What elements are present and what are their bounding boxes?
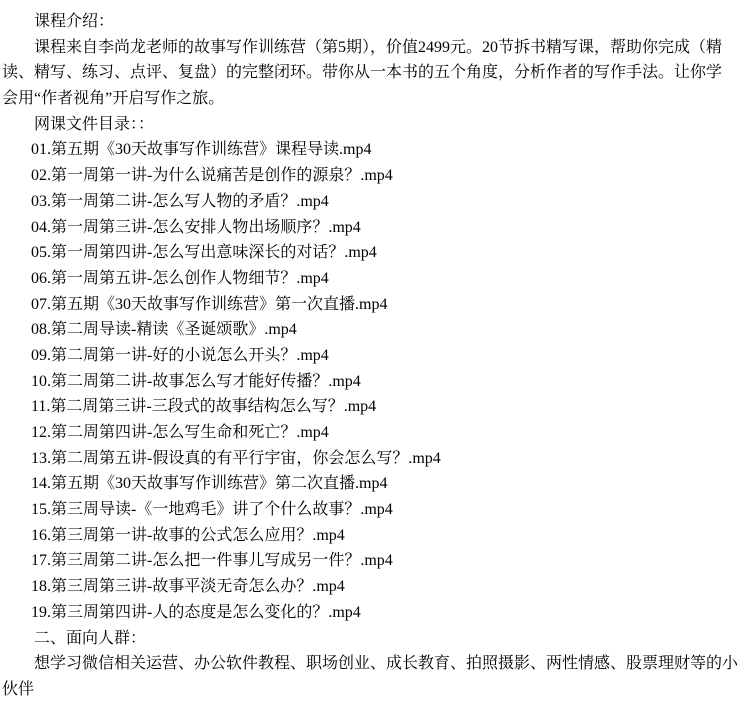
audience-paragraph-line: 伙伴 [2,680,35,698]
file-list-item: 16.第三周第一讲-故事的公式怎么应用？.mp4 [31,526,345,544]
file-list-item: 15.第三周导读-《一地鸡毛》讲了个什么故事？.mp4 [31,501,393,519]
file-list-item: 10.第二周第二讲-故事怎么写才能好传播？.mp4 [31,372,361,390]
file-list-item: 17.第三周第二讲-怎么把一件事儿写成另一件？.mp4 [31,552,393,570]
intro-heading: 课程介绍： [34,13,115,30]
intro-paragraph-line: 课程来自李尚龙老师的故事写作训练营（第5期），价值2499元。20节拆书精写课，帮助你完成（精 [34,38,723,56]
file-list-item: 09.第二周第一讲-好的小说怎么开头？.mp4 [31,346,329,364]
file-list-item: 13.第二周第五讲-假设真的有平行宇宙，你会怎么写？.mp4 [31,449,441,467]
intro-paragraph-line: 读、精写、练习、点评、复盘）的完整闭环。带你从一本书的五个角度，分析作者的写作手法。让你学 [2,64,723,82]
catalog-heading: 网课文件目录：： [34,115,155,133]
audience-paragraph-line: 想学习微信相关运营、办公软件教程、职场创业、成长教育、拍照摄影、两性情感、股票理财等的小 [34,655,739,673]
file-list-item: 19.第三周第四讲-人的态度是怎么变化的？.mp4 [31,603,361,621]
file-list-item: 14.第五期《30天故事写作训练营》第二次直播.mp4 [31,475,388,493]
file-list-item: 03.第一周第二讲-怎么写人物的矛盾？.mp4 [31,192,329,210]
file-list-item: 02.第一周第一讲-为什么说痛苦是创作的源泉？.mp4 [31,167,393,185]
file-list-item: 12.第二周第四讲-怎么写生命和死亡？.mp4 [31,424,329,441]
file-list-item: 01.第五期《30天故事写作训练营》课程导读.mp4 [31,141,372,159]
file-list [2,137,748,625]
file-list-item: 11.第二周第三讲-三段式的故事结构怎么写？.mp4 [31,398,377,416]
file-list-item: 05.第一周第四讲-怎么写出意味深长的对话？.mp4 [31,244,377,262]
file-list-item: 06.第一周第五讲-怎么创作人物细节？.mp4 [31,269,329,287]
intro-paragraph-line: 会用“作者视角”开启写作之旅。 [2,90,225,108]
audience-heading: 二、面向人群： [34,629,147,647]
file-list-item: 04.第一周第三讲-怎么安排人物出场顺序？.mp4 [31,218,361,236]
file-list-item: 18.第三周第三讲-故事平淡无奇怎么办？.mp4 [31,578,345,596]
file-list-item: 07.第五期《30天故事写作训练营》第一次直播.mp4 [31,295,388,313]
file-list-item: 08.第二周导读-精读《圣诞颂歌》.mp4 [31,321,297,339]
